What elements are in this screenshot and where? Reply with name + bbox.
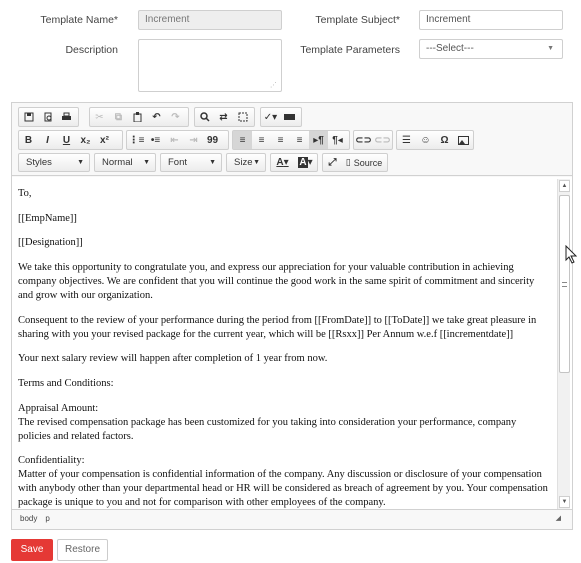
paste-icon[interactable]	[128, 108, 147, 126]
grip-icon	[562, 282, 567, 287]
subscript-icon[interactable]: x₂	[80, 134, 91, 146]
align-left-icon[interactable]: ≡	[233, 131, 252, 149]
template-subject-input[interactable]: Increment	[419, 10, 563, 30]
content-paragraph: [[EmpName]]	[18, 213, 77, 224]
mouse-cursor-icon	[565, 245, 577, 265]
styles-combo-label: Styles	[26, 157, 52, 168]
print-icon[interactable]	[57, 108, 76, 126]
preview-icon[interactable]	[38, 108, 57, 126]
chevron-down-icon: ▼	[253, 159, 260, 166]
redo-icon[interactable]: ↷	[171, 111, 180, 123]
content-paragraph: [[Designation]]	[18, 237, 83, 248]
content-paragraph: Terms and Conditions:	[18, 378, 114, 389]
template-name-input[interactable]: Increment	[138, 10, 282, 30]
link-icon[interactable]: ⊂⊃	[355, 134, 372, 146]
template-parameters-label: Template Parameters	[300, 44, 400, 56]
content-paragraph: We take this opportunity to congratulate you, and express our appreciation for your valuable contribution in achieving company objectives. We are confident that you will continue the good work in the same spirit of commitment and sincerity and grow with our organization.	[18, 262, 535, 301]
replace-icon[interactable]: ⇄	[219, 111, 228, 123]
toolbar-group-document	[18, 107, 79, 127]
background-color-label: A	[299, 157, 307, 168]
numbered-list-icon[interactable]: ⋮≡	[128, 134, 145, 146]
special-char-icon[interactable]: Ω	[440, 134, 449, 146]
scroll-up-icon[interactable]: ▲	[559, 180, 570, 192]
rich-text-editor	[11, 102, 573, 530]
content-paragraph: Matter of your compensation is confidential information of the company. Any discussion or disclosure of your compensation with anybody other than your departmental head or HR will be considered as breach of agreement by you. Your compensation package is unique to you and not for comparison with other employees of the company.	[18, 469, 548, 508]
toolbar-group-insert	[396, 130, 474, 150]
element-path-bar	[12, 509, 572, 529]
save-button[interactable]: Save	[11, 539, 53, 561]
underline-button[interactable]: U	[62, 134, 71, 146]
undo-icon[interactable]: ↶	[152, 111, 161, 123]
size-combo[interactable]	[226, 153, 266, 172]
save-icon[interactable]	[19, 108, 38, 126]
font-combo-label: Font	[168, 157, 188, 168]
content-paragraph: The revised compensation package has been customized for you taking into consideration your performance, company policies and related factors.	[18, 417, 517, 442]
format-combo-label: Normal	[102, 157, 133, 168]
italic-button[interactable]: I	[46, 134, 49, 146]
form-field-icon[interactable]	[280, 108, 299, 126]
toolbar-group-spell	[260, 107, 302, 127]
toolbar-group-clipboard	[89, 107, 189, 127]
select-all-icon[interactable]	[233, 108, 252, 126]
scrollbar-thumb[interactable]	[559, 195, 570, 373]
editor-resize-icon[interactable]: ◢	[555, 515, 561, 522]
format-combo[interactable]	[94, 153, 156, 172]
path-body[interactable]: body	[20, 514, 38, 523]
content-scrollbar[interactable]	[557, 179, 570, 509]
source-button-label: Source	[353, 157, 383, 168]
content-paragraph-title: Confidentiality:	[18, 455, 85, 466]
scroll-down-icon[interactable]: ▼	[559, 496, 570, 508]
copy-icon[interactable]: ⧉	[114, 111, 123, 123]
align-right-icon[interactable]: ≡	[277, 134, 284, 146]
image-icon[interactable]	[454, 131, 473, 149]
align-justify-icon[interactable]: ≡	[296, 134, 303, 146]
chevron-down-icon: ▼	[209, 159, 216, 166]
rtl-icon[interactable]: ¶◂	[332, 134, 343, 146]
chevron-down-icon: ▼	[547, 45, 554, 52]
source-icon: ▯	[345, 157, 351, 167]
editor-toolbar	[12, 103, 572, 176]
template-subject-label: Template Subject*	[315, 14, 400, 26]
spellcheck-icon[interactable]: ✓▾	[263, 111, 278, 123]
restore-button[interactable]: Restore	[57, 539, 108, 561]
template-parameters-value: ---Select---	[426, 43, 474, 54]
bulleted-list-icon[interactable]: •≡	[150, 134, 161, 146]
blockquote-icon[interactable]: 99	[206, 134, 219, 146]
toolbar-group-basicstyles	[18, 130, 123, 150]
toolbar-group-tools	[322, 153, 388, 172]
description-label: Description	[65, 44, 118, 56]
find-icon[interactable]	[195, 108, 214, 126]
toolbar-group-links	[353, 130, 393, 150]
resize-grip-icon[interactable]: ⋰	[270, 82, 277, 89]
description-textarea[interactable]	[138, 39, 282, 92]
unlink-icon[interactable]: ⊂⊃	[374, 134, 391, 146]
content-paragraph: Your next salary review will happen after completion of 1 year from now.	[18, 353, 328, 364]
editor-content[interactable]	[12, 177, 572, 510]
horizontal-rule-icon[interactable]: ☰	[402, 134, 411, 146]
outdent-icon[interactable]: ⇤	[170, 134, 179, 146]
toolbar-group-align	[232, 130, 350, 150]
cut-icon[interactable]: ✂	[95, 111, 104, 123]
path-p[interactable]: p	[45, 514, 50, 523]
template-parameters-select[interactable]	[419, 39, 563, 59]
toolbar-group-find	[194, 107, 255, 127]
content-paragraph: Consequent to the review of your performance during the period from [[FromDate]] to [[ToDate]] we take great pleasure in sharing with you your revised package for the current year, which will be [[Rsxx]] Per Annum w.e.f [[incrementdate]]	[18, 315, 537, 340]
text-color-button[interactable]: A ▾	[276, 157, 289, 168]
styles-combo[interactable]	[18, 153, 90, 172]
font-combo[interactable]	[160, 153, 222, 172]
align-center-icon[interactable]: ≡	[258, 134, 265, 146]
text-color-label: A	[276, 157, 284, 168]
ltr-icon[interactable]: ▸¶	[309, 131, 328, 149]
source-button[interactable]	[342, 154, 386, 172]
toolbar-group-colors	[270, 153, 318, 172]
size-combo-label: Size	[234, 157, 253, 168]
background-color-button[interactable]: A ▾	[299, 157, 313, 168]
content-paragraph: To,	[18, 188, 32, 199]
smiley-icon[interactable]: ☺	[420, 134, 431, 146]
superscript-icon[interactable]: x²	[100, 134, 109, 146]
content-paragraph-title: Appraisal Amount:	[18, 403, 99, 414]
indent-icon[interactable]: ⇥	[189, 134, 198, 146]
chevron-down-icon: ▼	[77, 159, 84, 166]
toolbar-group-paragraph	[126, 130, 229, 150]
maximize-icon[interactable]: ⤢	[328, 157, 337, 168]
bold-button[interactable]: B	[24, 134, 33, 146]
chevron-down-icon: ▼	[143, 159, 150, 166]
template-name-label: Template Name*	[40, 14, 118, 26]
